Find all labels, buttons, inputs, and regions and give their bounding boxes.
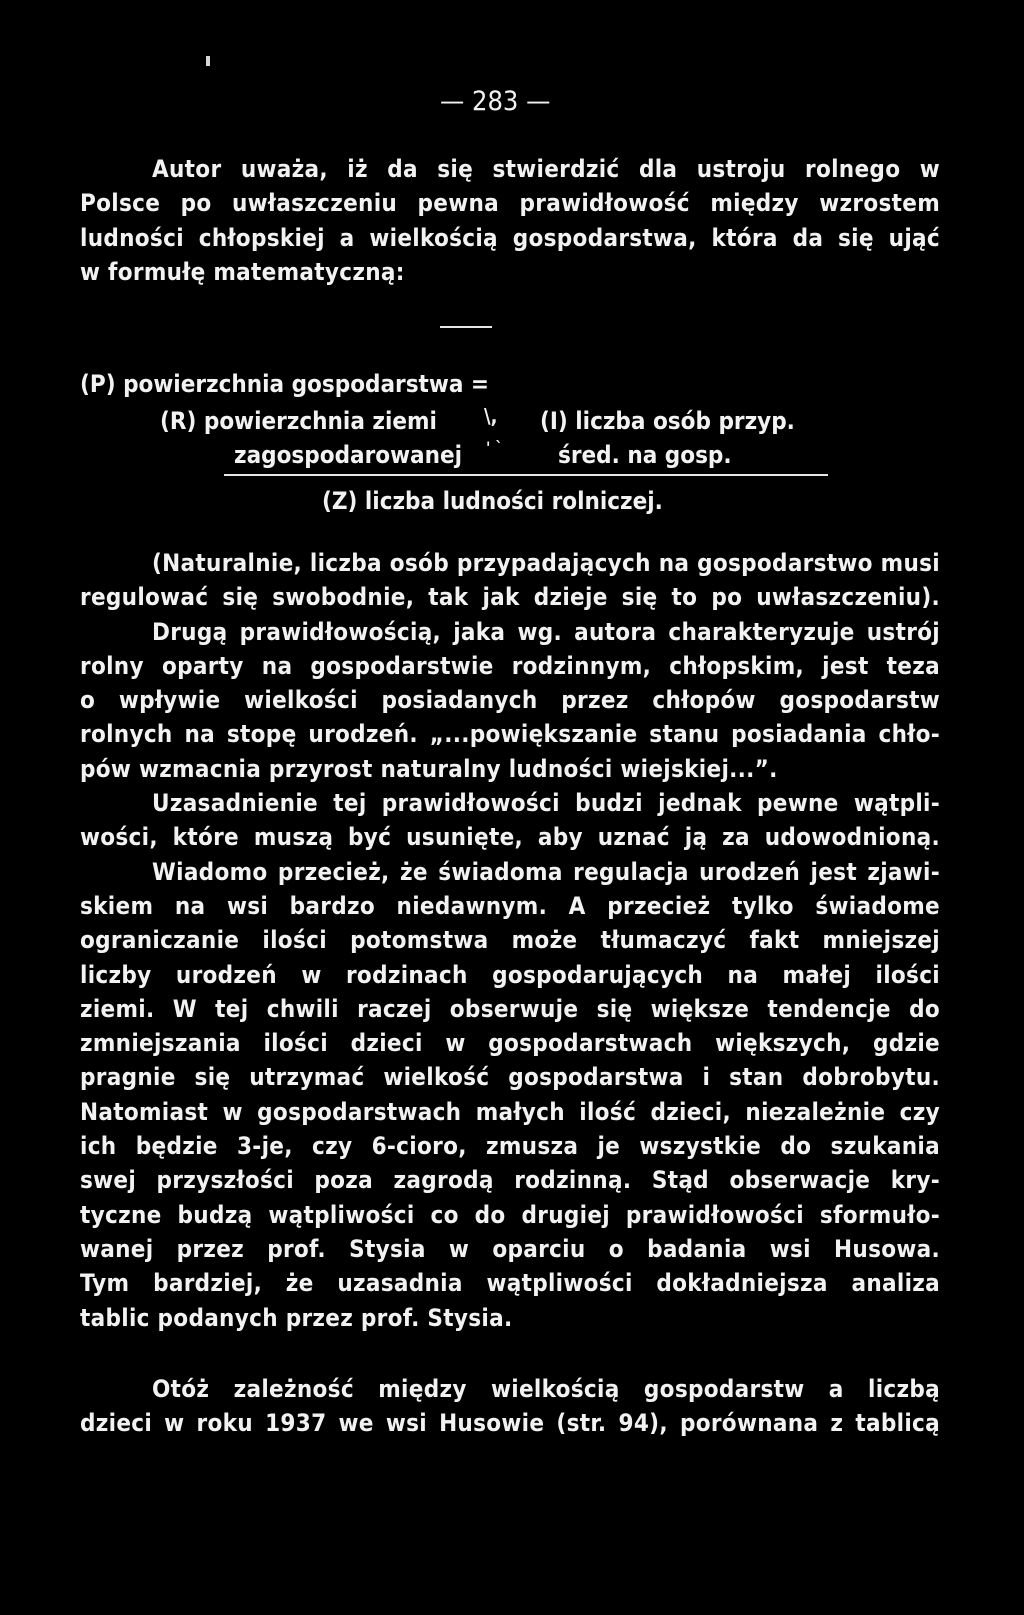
text-line: ziemi. W tej chwili raczej obserwuje się większe tendencje do [80, 994, 940, 1023]
text-line: o wpływie wielkości posiadanych przez chłopów gospodarstw [80, 686, 940, 715]
text-line: Tym bardziej, że uzasadnia wątpliwości dokładniejsza analiza [80, 1269, 940, 1298]
formula-operator-top: \, [484, 404, 498, 428]
text-line: Uzasadnienie tej prawidłowości budzi jednak pewne wątpli- [152, 789, 940, 818]
text-line: swej przyszłości poza zagrodą rodzinną. Stąd obserwacje kry- [80, 1166, 940, 1195]
formula-i-line2: śred. na gosp. [558, 441, 732, 469]
text-line: Autor uważa, iż da się stwierdzić dla ustroju rolnego w [152, 155, 940, 183]
text-line: Polsce po uwłaszczeniu pewna prawidłowość między wzrostem [80, 189, 940, 218]
formula-operator-bottom: ' ` [486, 438, 503, 457]
text-line: ludności chłopskiej a wielkością gospodarstwa, która da się ująć [80, 223, 940, 252]
body-paragraph [80, 546, 940, 1335]
text-line: ograniczanie ilości potomstwa może tłumaczyć fakt mniejszej [80, 926, 940, 955]
text-line: tyczne budzą wątpliwości co do drugiej prawidłowości sformuło- [80, 1200, 940, 1229]
formula-short-rule [440, 326, 492, 328]
text-line: w formułę matematyczną: [80, 257, 405, 286]
text-line: Wiadomo przecież, że świadoma regulacja urodzeń jest zjawi- [152, 857, 940, 886]
text-line: rolnych na stopę urodzeń. „...powiększanie stanu posiadania chło- [80, 720, 940, 749]
text-line: tablic podanych przez prof. Stysia. [80, 1303, 513, 1332]
formula-i-line1: (I) liczba osób przyp. [540, 407, 795, 435]
text-line: zmniejszania ilości dzieci w gospodarstwach większych, gdzie [80, 1029, 940, 1058]
text-line: rolny oparty na gospodarstwie rodzinnym, chłopskim, jest teza [80, 651, 940, 680]
text-line: dzieci w roku 1937 we wsi Husowie (str. 94), porównana z tablicą [80, 1409, 940, 1438]
text-line: wości, które muszą być usunięte, aby uznać ją za udowodnioną. [80, 823, 940, 852]
stray-ink-mark [206, 56, 210, 66]
text-line: Natomiast w gospodarstwach małych ilość dzieci, niezależnie czy [80, 1097, 940, 1126]
text-line: wanej przez prof. Stysia w oparciu o badania wsi Husowa. [80, 1234, 940, 1263]
formula-fraction-bar [224, 474, 828, 476]
text-line: pów wzmacnia przyrost naturalny ludności wiejskiej...”. [80, 754, 778, 783]
text-line: ich będzie 3-je, czy 6-cioro, zmusza je wszystkie do szukania [80, 1132, 940, 1161]
formula-lhs: (P) powierzchnia gospodarstwa = [80, 370, 489, 398]
closing-paragraph [80, 1372, 940, 1441]
text-line: liczby urodzeń w rodzinach gospodarujących na małej ilości [80, 960, 940, 989]
text-line: (Naturalnie, liczba osób przypadających na gospodarstwo musi [152, 549, 940, 577]
text-line: regulować się swobodnie, tak jak dzieje się to po uwłaszczeniu). [80, 583, 940, 612]
text-line: Drugą prawidłowością, jaka wg. autora charakteryzuje ustrój [152, 617, 940, 646]
text-line: skiem na wsi bardzo niedawnym. A przecież tylko świadome [80, 891, 940, 920]
formula-z-line: (Z) liczba ludności rolniczej. [322, 487, 663, 515]
formula-r-line1: (R) powierzchnia ziemi [160, 407, 437, 435]
text-line: Otóż zależność między wielkością gospodarstw a liczbą [152, 1375, 940, 1403]
text-line: pragnie się utrzymać wielkość gospodarstwa i stan dobrobytu. [80, 1063, 940, 1092]
page-number: — 283 — [440, 86, 551, 117]
formula-r-line2: zagospodarowanej [234, 441, 463, 469]
intro-paragraph [80, 152, 940, 289]
